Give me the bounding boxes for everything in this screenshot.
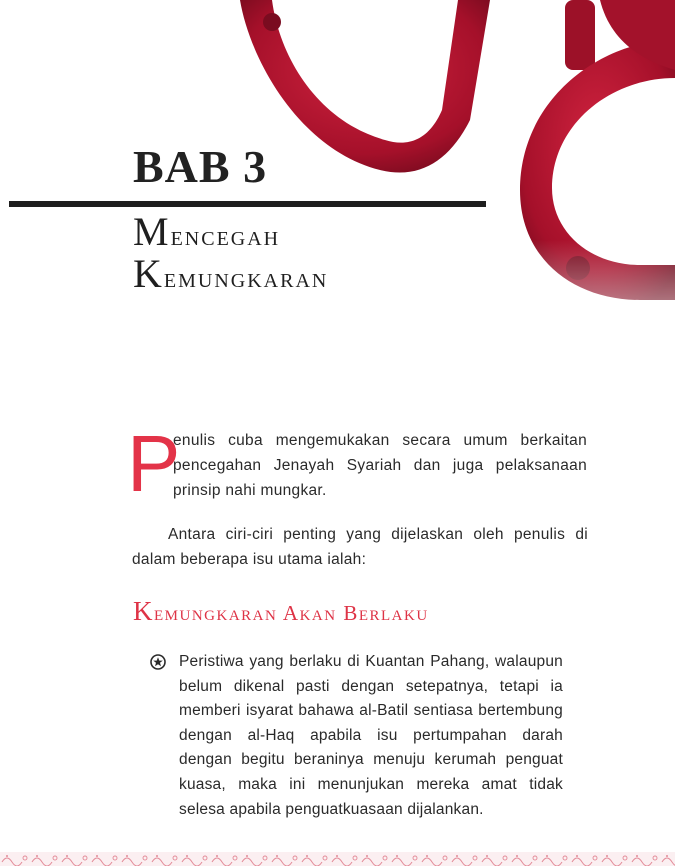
- body-paragraph: Antara ciri-ciri penting yang dijelaskan oleh penulis di dalam beberapa isu utama ialah:: [132, 526, 588, 568]
- handcuff-left-rivet: [263, 13, 281, 31]
- handcuffs-image: [0, 0, 675, 360]
- list-item: [150, 650, 563, 822]
- chapter-title: [133, 209, 329, 297]
- handcuff-chain: [565, 0, 595, 70]
- star-circle-icon: [150, 654, 166, 670]
- chapter-title-line-2: Kemungkaran: [133, 251, 329, 296]
- chapter-number: BAB 3: [133, 141, 268, 192]
- intro-paragraph: [127, 419, 587, 508]
- list-item-text: Peristiwa yang berlaku di Kuantan Pahang, walaupun belum dikenal pasti dengan setepatnya, tetapi ia memberi isyarat bahawa al-Batil sentiasa bertembung dengan al-Haq apabila isu pertumpahan darah dengan begitu beraninya menuju kerumah penguat kuasa, maka ini menunjukan mereka amat tidak selesa apabila penguatkuasaan dijalankan.: [179, 653, 563, 818]
- title-divider: [9, 201, 486, 207]
- section-heading: Kemungkaran Akan Berlaku: [133, 596, 429, 626]
- decorative-border: [0, 852, 675, 866]
- intro-text: enulis cuba mengemukakan secara umum berkaitan pencegahan Jenayah Syariah dan juga pelaksanaan prinsip nahi mungkar.: [173, 432, 587, 499]
- chapter-title-line-1: Mencegah: [133, 209, 281, 254]
- drop-cap: P: [127, 419, 181, 508]
